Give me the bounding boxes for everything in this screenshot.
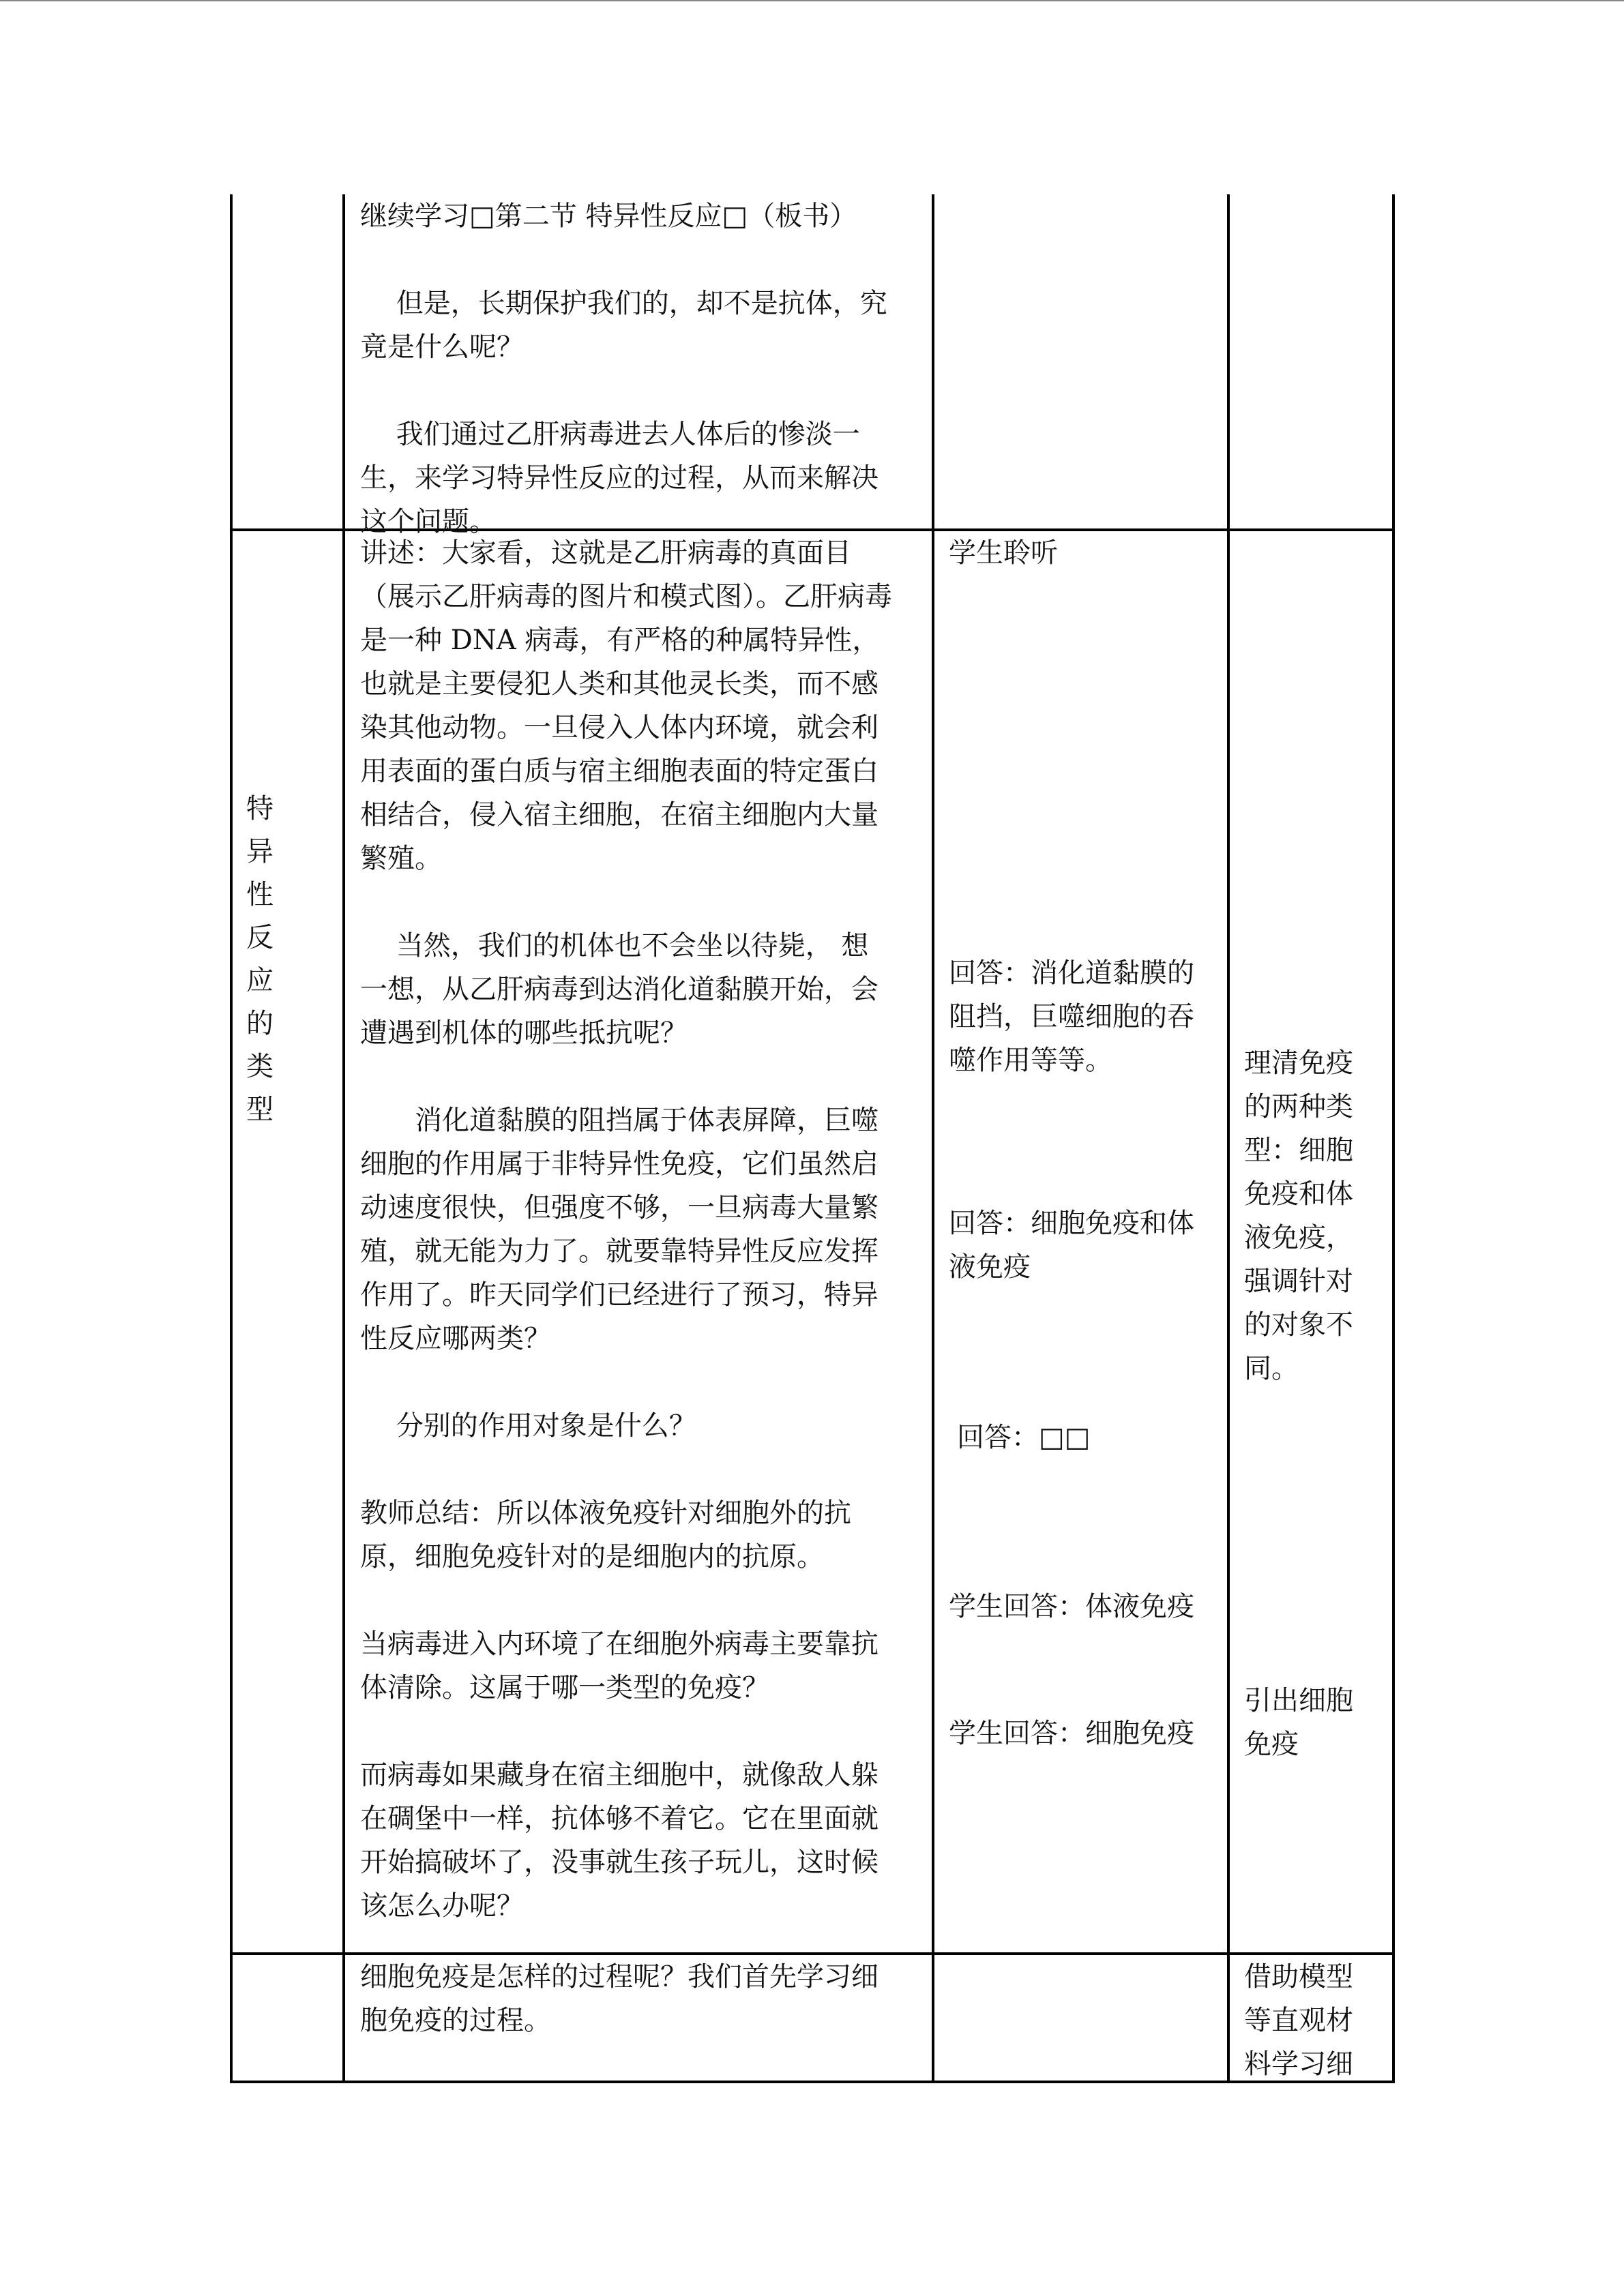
text-line: 是一种 DNA 病毒，有严格的种属特异性， <box>360 625 880 656</box>
student-response-humoral <box>949 1585 1194 1628</box>
text-line: 借助模型 <box>1244 1961 1353 1993</box>
text-line: （展示乙肝病毒的图片和模式图）。乙肝病毒 <box>360 581 892 612</box>
section-title-vertical: 特异性反应的类型 <box>246 793 274 1125</box>
text-line: 液免疫， <box>1244 1222 1353 1253</box>
text-line: 学生回答：细胞免疫 <box>949 1718 1194 1749</box>
text-line <box>360 1448 892 1491</box>
text-line: 开始搞破坏了，没事就生孩子玩儿，这时候 <box>360 1847 879 1878</box>
column-line-2 <box>932 194 934 2083</box>
text-line: 染其他动物。一旦侵入人体内环境，就会利 <box>360 712 879 743</box>
text-line: 作用了。昨天同学们已经进行了预习，特异 <box>360 1279 879 1311</box>
text-line: 这个问题。 <box>360 506 497 537</box>
text-line: 一想，从乙肝病毒到达消化道黏膜开始，会 <box>360 974 879 1005</box>
student-response-barriers <box>949 951 1194 1082</box>
text-line: 竟是什么呢？ <box>360 331 524 363</box>
text-line: 殖，就无能为力了。就要靠特异性反应发挥 <box>360 1236 879 1267</box>
text-line: 细胞免疫是怎样的过程呢？我们首先学习细 <box>360 1961 879 1993</box>
text-line: 动速度很快，但强度不够，一旦病毒大量繁 <box>360 1192 879 1223</box>
text-line: 分别的作用对象是什么？ <box>360 1410 696 1442</box>
row3-design-intent <box>1244 1955 1353 2086</box>
design-intent-types <box>1244 1041 1353 1390</box>
text-line: 当病毒进入内环境了在细胞外病毒主要靠抗 <box>360 1628 879 1660</box>
text-line <box>360 880 892 924</box>
text-line <box>360 1579 892 1622</box>
text-line: 学生回答：体液免疫 <box>949 1591 1194 1622</box>
column-line-4 <box>1392 194 1395 2083</box>
text-line: 但是，长期保护我们的，却不是抗体，究 <box>360 288 887 319</box>
text-line: 而病毒如果藏身在宿主细胞中，就像敌人躲 <box>360 1759 879 1791</box>
text-line: 回答：消化道黏膜的 <box>949 957 1194 989</box>
text-line: 等直观材 <box>1244 2005 1353 2036</box>
text-line: 教师总结：所以体液免疫针对细胞外的抗 <box>360 1497 851 1529</box>
text-line: 同。 <box>1244 1353 1299 1384</box>
text-line: 原，细胞免疫针对的是细胞内的抗原。 <box>360 1541 824 1572</box>
text-line: 引出细胞 <box>1244 1685 1353 1716</box>
row1-teacher-activity <box>360 194 887 543</box>
text-line: 繁殖。 <box>360 843 442 874</box>
text-line: 型：细胞 <box>1244 1135 1353 1166</box>
column-line-0 <box>230 194 233 2083</box>
design-intent-cellular <box>1244 1679 1353 1766</box>
text-line: 也就是主要侵犯人类和其他灵长类，而不感 <box>360 668 879 700</box>
text-line: 继续学习□第二节 特异性反应□（板书） <box>360 200 857 232</box>
text-line: 在碉堡中一样，抗体够不着它。它在里面就 <box>360 1803 879 1834</box>
text-line: 的对象不 <box>1244 1309 1353 1341</box>
student-response-cellular <box>949 1712 1194 1755</box>
text-line <box>360 1710 892 1753</box>
text-line: 当然，我们的机体也不会坐以待毙， 想 <box>360 930 869 961</box>
text-line: 该怎么办呢？ <box>360 1890 524 1922</box>
student-response-listen <box>949 531 1058 575</box>
text-line: 料学习细 <box>1244 2048 1353 2080</box>
row3-teacher-activity <box>360 1955 879 2042</box>
column-line-1 <box>342 194 345 2083</box>
text-line <box>360 369 887 413</box>
text-line: 生，来学习特异性反应的过程，从而来解决 <box>360 462 879 494</box>
text-line: 的两种类 <box>1244 1091 1353 1122</box>
row2-teacher-activity <box>360 531 892 1928</box>
text-line: 强调针对 <box>1244 1266 1353 1297</box>
text-line: 细胞的作用属于非特异性免疫，它们虽然启 <box>360 1148 879 1180</box>
student-response-two-types <box>949 1202 1194 1289</box>
text-line <box>360 1055 892 1099</box>
text-line: 免疫 <box>1244 1729 1299 1760</box>
text-line: 用表面的蛋白质与宿主细胞表面的特定蛋白 <box>360 756 879 787</box>
text-line: 相结合，侵入宿主细胞，在宿主细胞内大量 <box>360 799 879 831</box>
text-line: 学生聆听 <box>949 537 1058 569</box>
text-line: 阻挡，巨噬细胞的吞 <box>949 1001 1194 1032</box>
table-bottom-border <box>230 2081 1395 2083</box>
text-line: 免疫和体 <box>1244 1178 1353 1210</box>
text-line: 遭遇到机体的哪些抵抗呢？ <box>360 1017 688 1049</box>
page-top-border <box>0 0 1624 1</box>
text-line: 胞免疫的过程。 <box>360 2005 551 2036</box>
text-line: 噬作用等等。 <box>949 1045 1112 1076</box>
student-response-blank <box>957 1416 1091 1459</box>
text-line: 回答：细胞免疫和体 <box>949 1208 1194 1239</box>
text-line: 理清免疫 <box>1244 1047 1353 1079</box>
text-line: 性反应哪两类？ <box>360 1323 551 1354</box>
column-line-3 <box>1227 194 1230 2083</box>
text-line: 体清除。这属于哪一类型的免疫？ <box>360 1672 769 1703</box>
text-line: 讲述：大家看，这就是乙肝病毒的真面目 <box>360 537 851 569</box>
text-line: 回答：□□ <box>957 1422 1091 1453</box>
text-line <box>360 1360 892 1404</box>
text-line: 液免疫 <box>949 1251 1031 1283</box>
text-line <box>360 238 887 282</box>
text-line: 消化道黏膜的阻挡属于体表屏障，巨噬 <box>360 1105 879 1136</box>
text-line: 我们通过乙肝病毒进去人体后的惨淡一 <box>360 419 860 450</box>
